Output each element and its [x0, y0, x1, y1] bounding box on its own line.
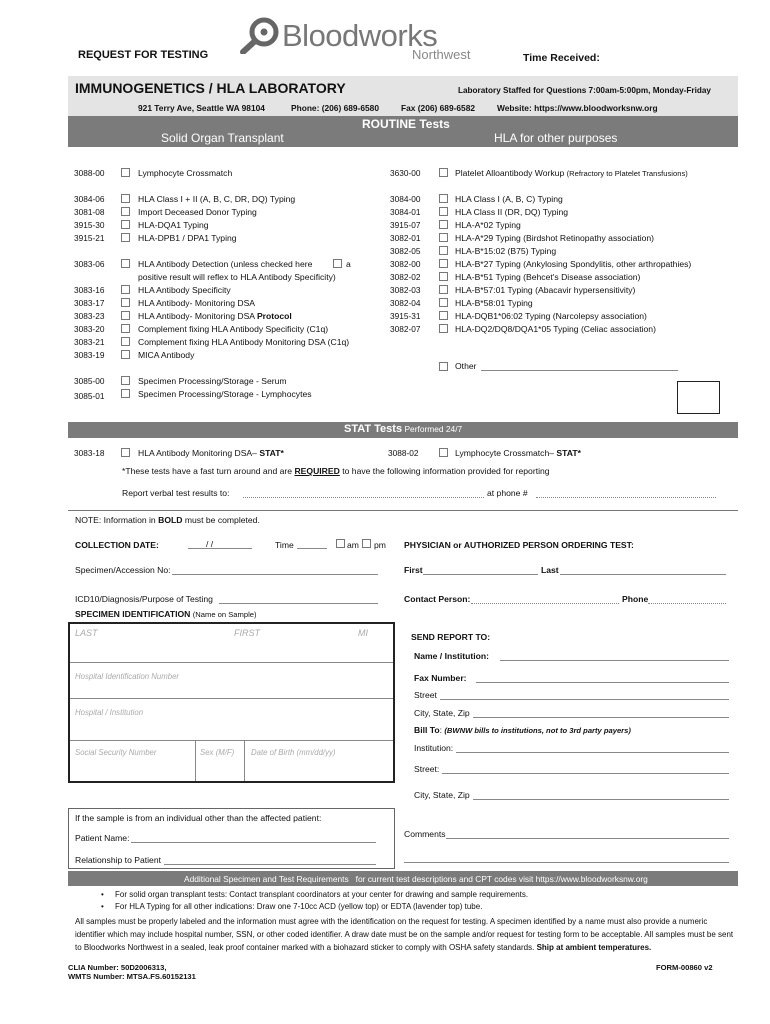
patient-last-field[interactable]: LAST — [75, 628, 98, 638]
test-checkbox[interactable] — [121, 389, 130, 398]
lab-website: Website: https://www.bloodworksnw.org — [497, 103, 658, 113]
test-label-suffix: a — [346, 259, 351, 269]
solid-organ-heading: Solid Organ Transplant — [161, 131, 284, 145]
test-code: 3082-07 — [390, 324, 421, 334]
test-label: HLA Antibody- Monitoring DSA Protocol — [138, 311, 292, 321]
requirements-title: Additional Specimen and Test Requirements for current test descriptions and CPT codes visit https://www.bloodworksnw.org — [184, 874, 648, 884]
test-label: HLA-DQB1*06:02 Typing (Narcolepsy association) — [455, 311, 647, 321]
contact-person-input[interactable] — [471, 603, 619, 604]
test-code: 3085-01 — [74, 391, 105, 401]
test-label: Complement fixing HLA Antibody Specificity (C1q) — [138, 324, 329, 334]
stat-note: *These tests have a fast turn around and are REQUIRED to have the following information provided for reporting — [122, 466, 550, 476]
clia-number: CLIA Number: 50D2006313, — [68, 963, 167, 972]
test-checkbox[interactable] — [121, 298, 130, 307]
comments-input-line2[interactable] — [404, 862, 729, 863]
test-code: 3081-08 — [74, 207, 105, 217]
sex-field[interactable]: Sex (M/F) — [200, 748, 235, 757]
test-label: HLA-B*15:02 (B75) Typing — [455, 246, 557, 256]
test-checkbox[interactable] — [121, 220, 130, 229]
ssn-field[interactable]: Social Security Number — [75, 748, 157, 757]
test-label: positive result will reflex to HLA Antibody Specificity) — [138, 272, 336, 282]
test-label: Specimen Processing/Storage - Serum — [138, 376, 287, 386]
collection-date-label: COLLECTION DATE: — [75, 540, 159, 550]
other-checkbox[interactable] — [439, 362, 448, 371]
test-code: 3083-18 — [74, 448, 105, 458]
lab-fax: Fax (206) 689-6582 — [401, 103, 476, 113]
test-checkbox[interactable] — [439, 220, 448, 229]
test-code: 3082-03 — [390, 285, 421, 295]
test-code: 3084-06 — [74, 194, 105, 204]
patient-name-input[interactable] — [131, 842, 376, 843]
dob-field[interactable]: Date of Birth (mm/dd/yy) — [251, 748, 336, 757]
city-input[interactable] — [473, 717, 729, 718]
test-code: 3088-00 — [74, 168, 105, 178]
request-title: REQUEST FOR TESTING — [78, 49, 209, 61]
bill-institution-input[interactable] — [456, 752, 729, 753]
test-code: 3082-02 — [390, 272, 421, 282]
lab-phone: Phone: (206) 689-6580 — [291, 103, 379, 113]
divider — [195, 740, 196, 781]
test-label: HLA Class II (DR, DQ) Typing — [455, 207, 569, 217]
divider — [68, 510, 738, 511]
requirement-bullet: For solid organ transplant tests: Contact transplant coordinators at your center for drawing and sample requirements. — [115, 890, 529, 899]
test-code: 3084-00 — [390, 194, 421, 204]
bill-city-input[interactable] — [473, 799, 729, 800]
physician-heading: PHYSICIAN or AUTHORIZED PERSON ORDERING TEST: — [404, 540, 634, 550]
test-code: 3082-01 — [390, 233, 421, 243]
bullet-dot-icon: • — [101, 902, 104, 911]
test-checkbox[interactable] — [439, 272, 448, 281]
am-label: am — [347, 540, 359, 550]
contact-person-label: Contact Person: — [404, 594, 471, 604]
test-label: HLA Antibody Detection (unless checked here — [138, 259, 313, 269]
collection-date-input[interactable] — [188, 548, 252, 549]
test-label: Lymphocyte Crossmatch — [138, 168, 233, 178]
test-code: 3915-21 — [74, 233, 105, 243]
relationship-input[interactable] — [164, 864, 376, 865]
sticker-box — [677, 381, 720, 414]
test-checkbox[interactable] — [121, 259, 130, 268]
test-label: HLA Antibody Specificity — [138, 285, 231, 295]
test-label: HLA-DPB1 / DPA1 Typing — [138, 233, 237, 243]
test-label: HLA-DQ2/DQ8/DQA1*05 Typing (Celiac association) — [455, 324, 656, 334]
test-checkbox[interactable] — [121, 168, 130, 177]
name-institution-input[interactable] — [500, 660, 729, 661]
patient-name-label: Patient Name: — [75, 833, 130, 843]
test-label: Lymphocyte Crossmatch– STAT* — [455, 448, 581, 458]
physician-last-input[interactable] — [560, 574, 726, 575]
test-label: HLA Antibody- Monitoring DSA — [138, 298, 256, 308]
comments-label: Comments — [404, 829, 446, 839]
test-label: Complement fixing HLA Antibody Monitoring DSA (C1q) — [138, 337, 350, 347]
test-checkbox[interactable] — [121, 337, 130, 346]
test-code: 3082-05 — [390, 246, 421, 256]
test-checkbox[interactable] — [121, 376, 130, 385]
time-received-label: Time Received: — [523, 52, 600, 64]
test-checkbox[interactable] — [121, 350, 130, 359]
specimen-id-heading: SPECIMEN IDENTIFICATION (Name on Sample) — [75, 609, 257, 619]
name-institution-label: Name / Institution: — [414, 651, 489, 661]
verbal-results-input[interactable] — [243, 497, 484, 498]
city-label: City, State, Zip — [414, 708, 470, 718]
test-checkbox[interactable] — [121, 324, 130, 333]
test-checkbox[interactable] — [439, 311, 448, 320]
test-checkbox[interactable] — [439, 207, 448, 216]
test-label: HLA-DQA1 Typing — [138, 220, 209, 230]
test-code: 3083-21 — [74, 337, 105, 347]
test-label: Specimen Processing/Storage - Lymphocytes — [138, 389, 312, 399]
test-checkbox[interactable] — [439, 259, 448, 268]
test-code: 3083-16 — [74, 285, 105, 295]
other-input[interactable] — [481, 370, 678, 371]
test-label: HLA Class I + II (A, B, C, DR, DQ) Typing — [138, 194, 296, 204]
time-label: Time — [275, 540, 294, 550]
test-code: 3084-01 — [390, 207, 421, 217]
patient-first-field[interactable]: FIRST — [234, 628, 260, 638]
test-checkbox[interactable] — [121, 448, 130, 457]
contact-phone-input[interactable] — [648, 603, 726, 604]
test-code: 3083-23 — [74, 311, 105, 321]
hospital-id-field[interactable]: Hospital Identification Number — [75, 672, 180, 681]
test-checkbox[interactable] — [121, 311, 130, 320]
test-checkbox[interactable] — [439, 246, 448, 255]
test-code: 3083-17 — [74, 298, 105, 308]
test-checkbox[interactable] — [439, 285, 448, 294]
wmts-number: WMTS Number: MTSA.FS.60152131 — [68, 972, 196, 981]
am-checkbox[interactable] — [336, 539, 345, 548]
test-label: MICA Antibody — [138, 350, 195, 360]
test-label: Import Deceased Donor Typing — [138, 207, 257, 217]
verbal-results-label: Report verbal test results to: — [122, 488, 230, 498]
test-label: HLA Class I (A, B, C) Typing — [455, 194, 563, 204]
at-phone-label: at phone # — [487, 488, 528, 498]
test-label: HLA-A*02 Typing — [455, 220, 521, 230]
street-label: Street — [414, 690, 437, 700]
individual-note: If the sample is from an individual other than the affected patient: — [75, 813, 322, 823]
comments-input[interactable] — [446, 838, 729, 839]
test-checkbox[interactable] — [121, 194, 130, 203]
lab-title: IMMUNOGENETICS / HLA LABORATORY — [75, 80, 346, 96]
divider — [244, 740, 245, 781]
physician-first-label: First — [404, 565, 423, 575]
icd10-input[interactable] — [219, 603, 378, 604]
date-slashes: / / — [206, 539, 214, 549]
test-label: HLA-B*51 Typing (Behcet's Disease association) — [455, 272, 641, 282]
bill-street-input[interactable] — [442, 773, 729, 774]
physician-first-input[interactable] — [423, 574, 538, 575]
test-code: 3082-00 — [390, 259, 421, 269]
form-number: FORM-00860 v2 — [656, 963, 713, 972]
bill-to-label: Bill To: (BWNW bills to institutions, not to 3rd party payers) — [414, 725, 631, 735]
pm-checkbox[interactable] — [362, 539, 371, 548]
other-label: Other — [455, 361, 477, 371]
test-checkbox[interactable] — [439, 324, 448, 333]
test-checkbox[interactable] — [121, 285, 130, 294]
relationship-label: Relationship to Patient — [75, 855, 161, 865]
send-report-heading: SEND REPORT TO: — [411, 632, 491, 642]
test-checkbox[interactable] — [121, 233, 130, 242]
specimen-id-box — [68, 622, 395, 783]
fax-number-input[interactable] — [476, 682, 729, 683]
logo-subtitle: Northwest — [412, 47, 471, 62]
staffed-hours: Laboratory Staffed for Questions 7:00am-5:00pm, Monday-Friday — [458, 86, 711, 95]
at-phone-input[interactable] — [536, 497, 716, 498]
test-label: Platelet Alloantibody Workup (Refractory to Platelet Transfusions) — [455, 168, 688, 178]
bill-street-label: Street: — [414, 764, 440, 774]
test-label: HLA-B*57:01 Typing (Abacavir hypersensitivity) — [455, 285, 636, 295]
test-code: 3083-19 — [74, 350, 105, 360]
requirement-bullet: For HLA Typing for all other indications: Draw one 7-10cc ACD (yellow top) or EDTA (lavender top) tube. — [115, 902, 483, 911]
lab-address: 921 Terry Ave, Seattle WA 98104 — [138, 103, 265, 113]
contact-phone-label: Phone — [622, 594, 649, 604]
test-checkbox[interactable] — [439, 448, 448, 457]
requirements-paragraph: All samples must be properly labeled and the information must agree with the identification on the request for testing. A specimen identified by a name must also provide a numeric identifier which may include hospital number, SSN, or other coded identifier. A draw date must be on the sample and/or request for testing form to be acceptable. All samples must be sent to Bloodworks Northwest in a sealed, leak proof container marked with a biohazard sticker to comply with OSHA safety standards. Ship at ambient temperatures. — [75, 917, 734, 952]
test-code: 3915-07 — [390, 220, 421, 230]
specimen-no-label: Specimen/Accession No: — [75, 565, 171, 575]
test-code: 3630-00 — [390, 168, 421, 178]
icd10-label: ICD10/Diagnosis/Purpose of Testing — [75, 594, 213, 604]
test-checkbox[interactable] — [439, 168, 448, 177]
physician-last-label: Last — [541, 565, 559, 575]
test-code: 3083-06 — [74, 259, 105, 269]
logo-name: Bloodworks — [282, 18, 438, 53]
specimen-no-input[interactable] — [172, 574, 378, 575]
test-code: 3915-30 — [74, 220, 105, 230]
hospital-field[interactable]: Hospital / Institution — [75, 708, 144, 717]
bill-institution-label: Institution: — [414, 743, 454, 753]
test-code: 3088-02 — [388, 448, 419, 458]
form-note: NOTE: Information in BOLD must be completed. — [75, 515, 260, 525]
test-checkbox[interactable] — [439, 194, 448, 203]
test-label: HLA Antibody Monitoring DSA– STAT* — [138, 448, 284, 458]
divider — [70, 740, 393, 741]
test-label: HLA-B*58:01 Typing — [455, 298, 533, 308]
routine-title: ROUTINE Tests — [362, 117, 450, 131]
test-code: 3915-31 — [390, 311, 421, 321]
test-code: 3083-20 — [74, 324, 105, 334]
time-input[interactable] — [297, 548, 327, 549]
bullet-dot-icon: • — [101, 890, 104, 899]
test-checkbox[interactable] — [439, 298, 448, 307]
test-code: 3082-04 — [390, 298, 421, 308]
bill-city-label: City, State, Zip — [414, 790, 470, 800]
street-input[interactable] — [440, 699, 729, 700]
divider — [70, 662, 393, 663]
divider — [70, 698, 393, 699]
pm-label: pm — [374, 540, 386, 550]
fax-number-label: Fax Number: — [414, 673, 467, 683]
test-checkbox[interactable] — [121, 207, 130, 216]
no-reflex-checkbox[interactable] — [333, 259, 342, 268]
patient-mi-field[interactable]: MI — [358, 628, 368, 638]
hla-other-heading: HLA for other purposes — [494, 131, 618, 145]
test-checkbox[interactable] — [439, 233, 448, 242]
test-code: 3085-00 — [74, 376, 105, 386]
test-label: HLA-A*29 Typing (Birdshot Retinopathy association) — [455, 233, 655, 243]
stat-title: STAT Tests Performed 24/7 — [344, 423, 463, 435]
test-label: HLA-B*27 Typing (Ankylosing Spondylitis, other arthropathies) — [455, 259, 692, 269]
magnifier-logo-icon — [238, 16, 286, 54]
